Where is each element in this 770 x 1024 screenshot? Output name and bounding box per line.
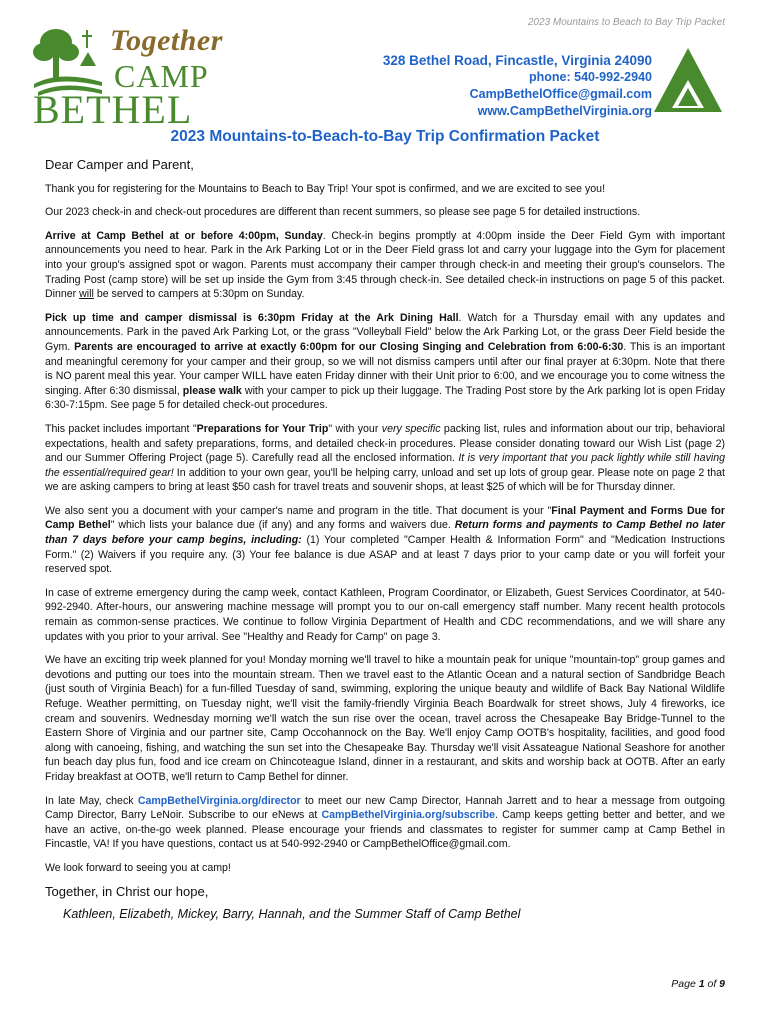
arrival-will: will: [79, 288, 94, 301]
arrival-lead: Arrive at Camp Bethel at or before 4:00pm, Sunday: [45, 229, 323, 242]
page-of-word: of: [704, 978, 720, 990]
director-text: In late May, check: [45, 794, 138, 807]
packet-preparations: Preparations for Your Trip: [196, 422, 329, 435]
phone: phone: 540-992-2940: [529, 70, 652, 84]
pickup-text-2: . This is an important and meaningful ceremony for your camper and their group, so we will not dismiss campers until after our final prayer at 6:30pm. Note that there is NO parent meal this year. Your camper WILL have eaten Friday dinner with their Unit prior to 6:00, and we encourage you to come witness the singing. After 6:30 dismissal,: [45, 340, 725, 397]
page-current: 1: [698, 978, 705, 990]
logo-together: Together: [110, 24, 223, 57]
paragraph-look-forward: We look forward to seeing you at camp!: [45, 861, 231, 874]
payment-deadline: Return forms and payments to Camp Bethel no later than 7 days before your camp begins, including:: [45, 519, 725, 547]
packet-very-specific: very specific: [381, 422, 441, 435]
closing: Together, in Christ our hope,: [45, 883, 209, 899]
director-link[interactable]: CampBethelVirginia.org/director: [137, 794, 301, 807]
packet-text: This packet includes important ": [45, 422, 197, 435]
packet-text-2: " with your: [328, 422, 382, 435]
paragraph-arrival: [45, 229, 725, 302]
signoff: Kathleen, Elizabeth, Mickey, Barry, Hannah, and the Summer Staff of Camp Bethel: [63, 907, 521, 922]
director-text-3: . Camp keeps getting better and better, and we have an active, on-the-go week planned. Please encourage your friends and classmates to register for summer camp at Camp Bethel in Fincastle, VA! If you have questions, contact us at 540-992-2940 or CampBethelOffice@gmail.com.: [45, 809, 725, 851]
page-word: Page: [671, 978, 699, 990]
letter-body: [45, 158, 725, 922]
salutation: Dear Camper and Parent,: [45, 157, 194, 172]
pickup-text: . Watch for a Thursday email with any updates and announcements. Park in the paved Ark Parking Lot, or the grass "Volleyball Field" below the Ark Parking Lot, or the grass Deer Field beside the Gym.: [45, 311, 725, 353]
payment-text-3: (1) Your completed "Camper Health & Information Form" and "Medication Instructions Form." (2) Waivers if you require any. (3) Your fee balance is due ASAP and at least 7 days prior to your camp date or you will forfeit your reserved spot.: [45, 534, 725, 576]
email-link[interactable]: CampBethelOffice@gmail.com: [469, 87, 652, 101]
arrival-text: . Check-in begins promptly at 4:00pm inside the Deer Field Gym with important announcements you need to hear. Park in the Ark Parking Lot or in the Deer Field grass lot and carry your luggage into the Gym for placement into your group's assigned spot or wagon. Parents must accompany their camper through check-in and meeting their group's counselors. The Trading Post (camp store) will be set up inside the Gym from 3:45 through check-in. See detailed check-in instructions on page 5 of this packet. Dinner: [45, 229, 725, 301]
director-text-2: to meet our new Camp Director, Hannah Jarrett and to hear a message from outgoing Camp Director, Barry LeNoir. Subscribe to our eNews at: [45, 794, 725, 822]
page-number: [671, 978, 725, 990]
page-title: 2023 Mountains-to-Beach-to-Bay Trip Confirmation Packet: [170, 128, 600, 145]
camp-bethel-logo: [30, 22, 223, 132]
running-head: 2023 Mountains to Beach to Bay Trip Packet: [527, 17, 725, 28]
pickup-lead: Pick up time and camper dismissal is 6:30pm Friday at the Ark Dining Hall: [45, 311, 459, 324]
packet-text-3: packing list, rules and information about our trip, behavioral expectations, health and safety preparations, forms, and detailed check-in procedures. Please consider donating toward our Wish List (page 2) and our Summer Offering Project (page 5). Carefully read all the enclosed information.: [45, 422, 725, 465]
pickup-closing-note: Parents are encouraged to arrive at exactly 6:00pm for our Closing Singing and Celebration from 6:00-6:30: [74, 340, 624, 353]
address: 328 Bethel Road, Fincastle, Virginia 24090: [382, 53, 652, 68]
paragraph-payment: [45, 504, 725, 577]
logo-camp: CAMP: [114, 58, 209, 94]
pickup-text-3: with your camper to pick up their luggage. The Trading Post store by the Ark parking lot is open Friday 6:30-7:15pm. See page 5 for detailed check-out procedures.: [45, 384, 725, 412]
paragraph-emergency: In case of extreme emergency during the camp week, contact Kathleen, Program Coordinator, or Elizabeth, Guest Services Coordinator, at 540-992-2940. After-hours, our answering machine message will prompt you to our on-call emergency staff number. Many recent health protocols remain as common-sense practices. We continue to follow Virginia Department of Health and CDC recommendations, and we will share any updates with you prior to your arrival. See "Healthy and Ready for Camp" on page 3.: [45, 586, 725, 643]
paragraph-packet: [45, 422, 725, 495]
mountain-triangle-icon: [652, 46, 724, 114]
paragraph-pickup: [45, 311, 725, 413]
paragraph-procedures: Our 2023 check-in and check-out procedures are different than recent summers, so please see page 5 for detailed instructions.: [45, 206, 641, 219]
payment-final-forms: Final Payment and Forms Due for Camp Bethel: [45, 504, 725, 532]
arrival-text-end: be served to campers at 5:30pm on Sunday.: [93, 288, 305, 301]
payment-text: We also sent you a document with your camper's name and program in the title. That document is your ": [45, 504, 552, 517]
subscribe-link[interactable]: CampBethelVirginia.org/subscribe: [321, 809, 495, 822]
paragraph-thanks: Thank you for registering for the Mountains to Beach to Bay Trip! Your spot is confirmed, and we are excited to see you!: [45, 182, 606, 195]
paragraph-itinerary: We have an exciting trip week planned for you! Monday morning we'll travel to hike a mountain peak for unique "mountain-top" group games and devotions and putting our toes into the mountain stream. Then we travel east to the Atlantic Ocean and a natural section of Sandbridge Beach (just south of Virginia Beach) for a fun-filled Tuesday of sand, swimming, exploring the unique beauty and wildlife of Back Bay National Wildlife Refuge. Weather permitting, on Tuesday night, we'll visit the family-friendly Virginia Beach Boardwalk for street shows, July 4 fireworks, ice cream and souvenirs. Wednesday morning we'll watch the sun rise over the ocean, travel across the Chesapeake Bay Bridge-Tunnel to the Eastern Shore of Virginia and our partner site, Camp Occohannock on the Bay. We'll enjoy Camp OOTB's hospitality, facilities, and good food along with canoeing, fishing, and watching the sun set into the Chesapeake Bay. Thursday we'll visit Assateague National Seashore for another fun beach day plus fun, food and ice cream on Chincoteague Island, dinner in a restaurant, and skits and worship back at OOTB. After an early Friday breakfast at OOTB, we'll return to Camp Bethel for dinner.: [45, 654, 725, 783]
logo-bethel: BETHEL: [33, 87, 193, 132]
page-total: 9: [719, 978, 725, 990]
packet-text-4: In addition to your own gear, you'll be helping carry, unload and set up lots of group gear. Please note on page 2 that we are asking campers to bring at least $50 cash for travel treats and souvenir shops, at least $25 of which will be for Thursday dinner.: [45, 466, 726, 494]
contact-block: [383, 52, 652, 120]
packet-pack-lightly: It is very important that you pack lightly while still having the essential/required gear!: [45, 452, 726, 479]
pickup-walk: please walk: [182, 384, 242, 397]
website-link[interactable]: www.CampBethelVirginia.org: [477, 104, 652, 118]
paragraph-director: [45, 794, 725, 852]
payment-text-2: " which lists your balance due (if any) and any forms and waivers due.: [110, 519, 455, 532]
